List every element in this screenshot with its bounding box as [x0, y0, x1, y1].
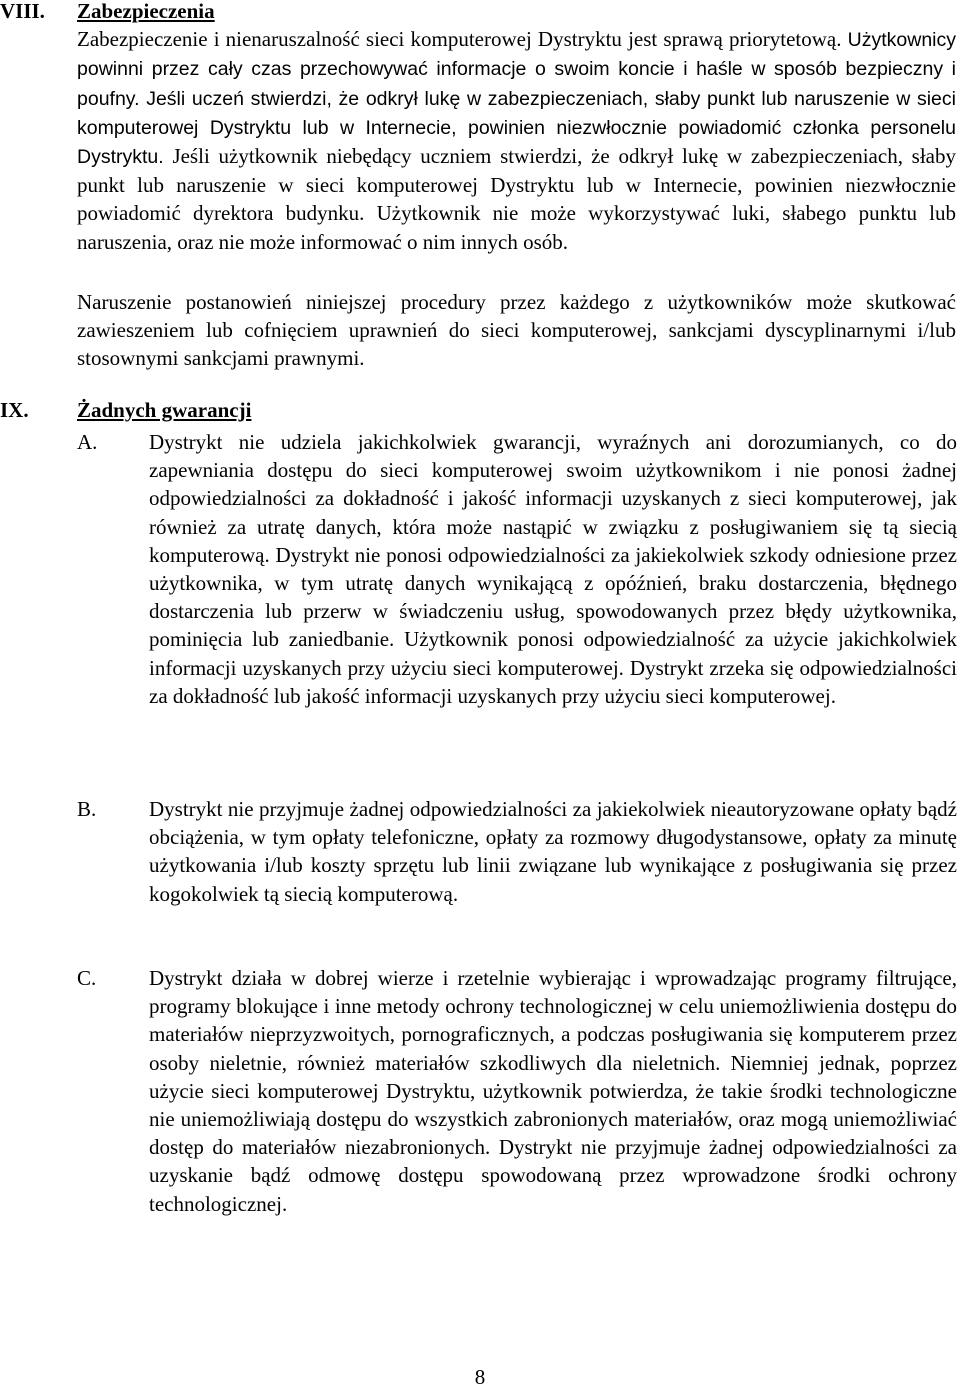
paragraph-text: Zabezpieczenie i nienaruszalność sieci komputerowej Dystryktu jest sprawą priorytetową.	[77, 27, 842, 52]
section-number: IX.	[0, 398, 29, 422]
page-number: 8	[474, 1365, 486, 1389]
item-text: Dystrykt działa w dobrej wierze i rzetelnie wybierając i wprowadzając programy filtrujące, programy blokujące i inne metody ochrony technologicznej w celu uniemożliwienia dostępu do materiałów nieprzyzwoitych, pornograficznych, a podczas posługiwania się komputerem przez osoby nieletnie, również materiałów szkodliwych dla nieletnich. Niemniej jednak, poprzez użycie sieci komputerowej Dystryktu, użytkownik potwierdza, że takie środki technologiczne nie uniemożliwiają dostępu do wszystkich zabronionych materiałów, oraz mogą uniemożliwiać dostęp do materiałów niezabronionych. Dystrykt nie przyjmuje żadnej odpowiedzialności za uzyskanie bądź odmowę dostępu spowodowaną przez wprowadzone środki ochrony technologicznej.	[149, 966, 957, 1216]
section-title: Żadnych gwarancji	[77, 398, 252, 422]
item-letter: B.	[77, 797, 97, 821]
paragraph-text: Użytkownicy powinni przez cały czas przechowywać informacje o swoim koncie i haśle w sposób bezpieczny i poufny. Jeśli uczeń stwierdzi, że odkrył lukę w zabezpieczeniach, słaby punkt lub naruszenie w sieci komputerowej Dystryktu lub w Internecie, powinien niezwłocznie powiadomić członka personelu Dystryktu.	[77, 29, 957, 169]
section-body	[77, 288, 956, 373]
section-title: Zabezpieczenia	[77, 0, 215, 23]
item-letter: A.	[77, 430, 98, 454]
item-text: Dystrykt nie przyjmuje żadnej odpowiedzialności za jakiekolwiek nieautoryzowane opłaty bądź obciążenia, w tym opłaty telefoniczne, opłaty za rozmowy długodystansowe, opłaty za minutę użytkowania i/lub koszty sprzętu lub linii związane lub wynikające z posługiwania się przez kogokolwiek tą siecią komputerową.	[149, 797, 957, 906]
section-body	[77, 0, 956, 256]
paragraph-text: Jeśli użytkownik niebędący uczniem stwierdzi, że odkrył lukę w zabezpieczeniach, słaby punkt lub naruszenie w sieci komputerowej Dystryktu lub w Internecie, powinien niezwłocznie powiadomić dyrektora budynku. Użytkownik nie może wykorzystywać luki, słabego punktu lub naruszenia, oraz nie może informować o nim innych osób.	[77, 144, 957, 254]
section-body	[77, 396, 956, 424]
item-text: Dystrykt nie udziela jakichkolwiek gwarancji, wyraźnych ani dorozumianych, co do zapewniania dostępu do sieci komputerowej swoim użytkownikom i nie ponosi żadnej odpowiedzialności za dokładność i jakość informacji uzyskanych z sieci komputerowej, jak również za utratę danych, która może nastąpić w związku z posługiwaniem się tą siecią komputerową. Dystrykt nie ponosi odpowiedzialności za jakiekolwiek szkody odniesione przez użytkownika, w tym utratę danych wynikającą z opóźnień, braku dostarczenia, błędnego dostarczenia lub przerw w świadczeniu usług, spowodowanych przez błędy użytkownika, pominięcia lub zaniedbanie. Użytkownik ponosi odpowiedzialność za użycie jakichkolwiek informacji uzyskanych przy użyciu sieci komputerowej. Dystrykt zrzeka się odpowiedzialności za dokładność lub jakość informacji uzyskanych przy użyciu sieci komputerowej.	[149, 430, 957, 708]
paragraph	[77, 25, 956, 256]
section-number: VIII.	[0, 0, 45, 23]
paragraph: Naruszenie postanowień niniejszej procedury przez każdego z użytkowników może skutkować zawieszeniem lub cofnięciem uprawnień do sieci komputerowej, sankcjami dyscyplinarnymi i/lub stosownymi sankcjami prawnymi.	[77, 290, 956, 371]
item-letter: C.	[77, 966, 97, 990]
